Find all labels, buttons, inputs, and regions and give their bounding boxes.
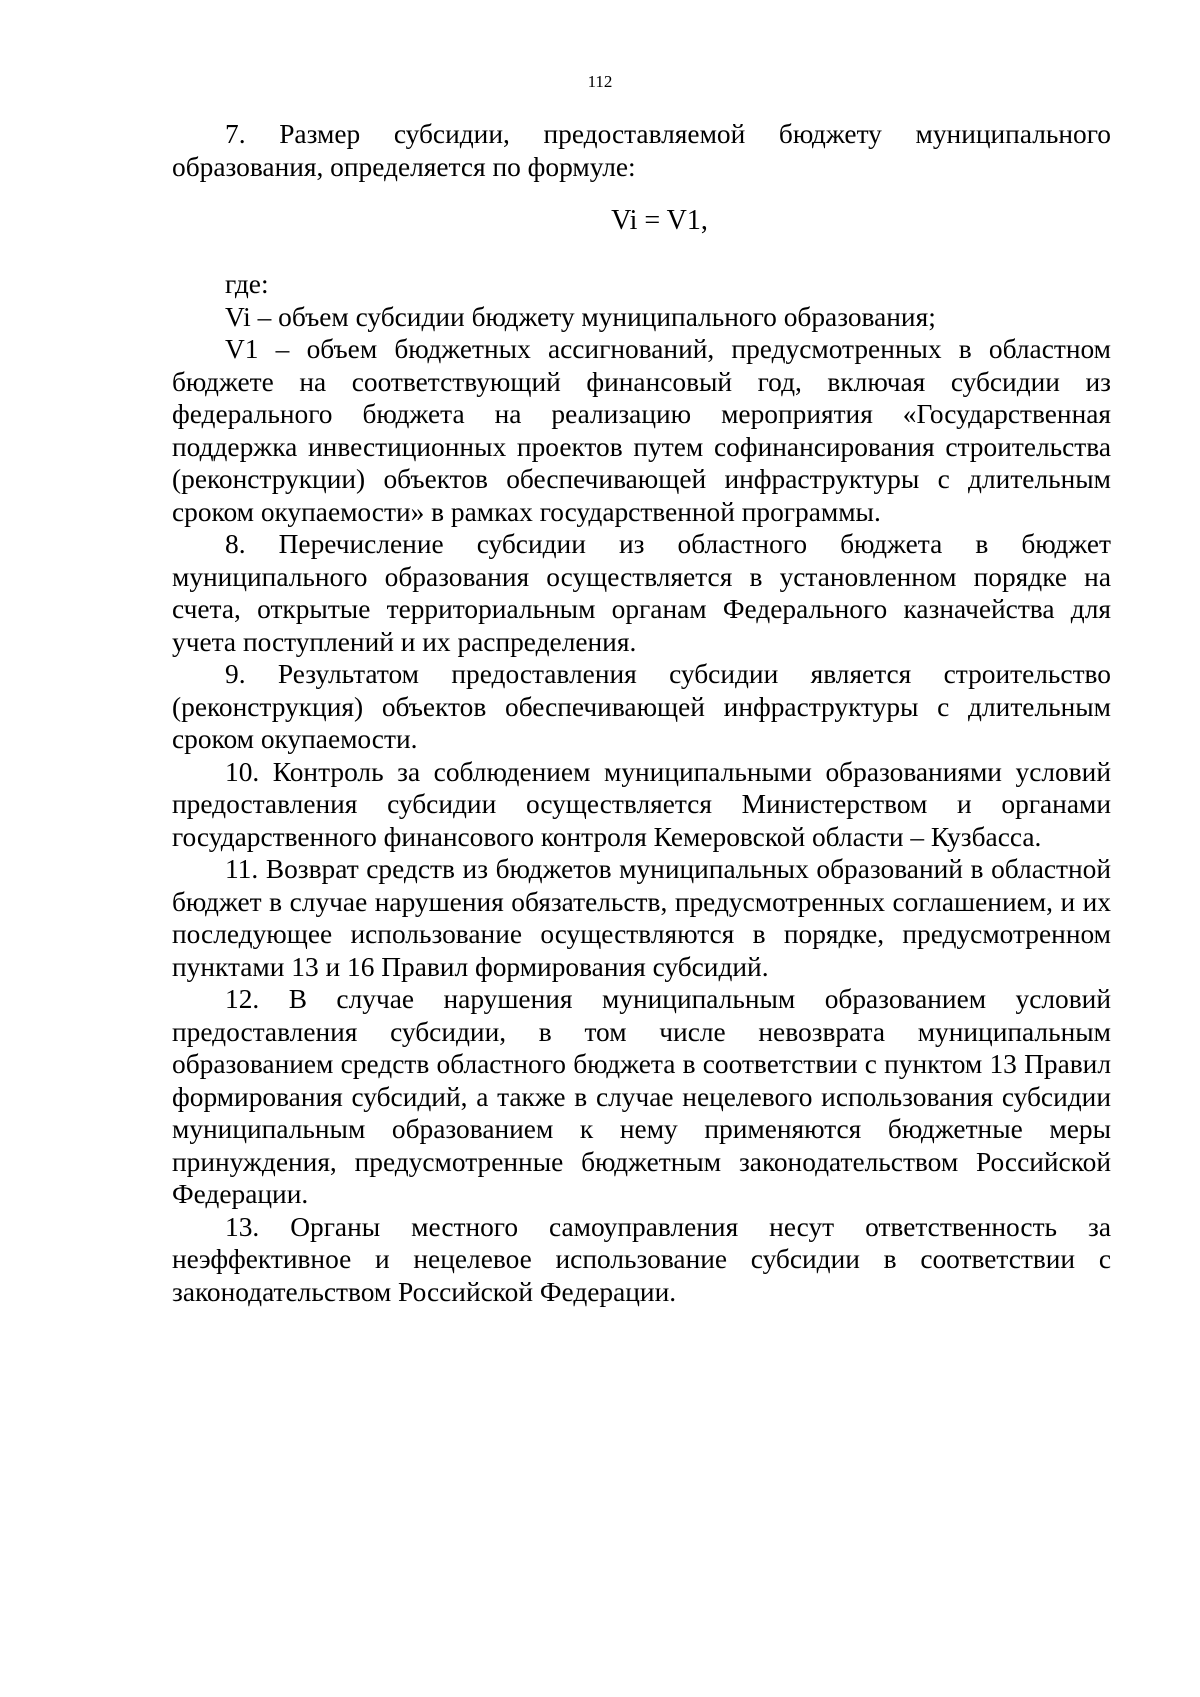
- paragraph-7: 7. Размер субсидии, предоставляемой бюджету муниципального образования, определяется по формуле:: [172, 119, 1111, 182]
- vi-definition: Vi – объем субсидии бюджету муниципального образования;: [225, 301, 936, 332]
- page-number: 112: [587, 72, 613, 91]
- document-body: [172, 118, 1111, 1308]
- paragraph-12: 12. В случае нарушения муниципальным образованием условий предоставления субсидии, в том числе невозврата муниципальным образованием средств областного бюджета в соответствии с пунктом 13 Правил формирования субсидий, а также в случае нецелевого использования субсидии муниципальным образованием к нему применяются бюджетные меры принуждения, предусмотренные бюджетным законодательством Российской Федерации.: [172, 984, 1111, 1209]
- paragraph-9: 9. Результатом предоставления субсидии является строительство (реконструкция) объектов обеспечивающей инфраструктуры с длительным сроком окупаемости.: [172, 659, 1111, 754]
- formula: Vi = V1,: [611, 205, 708, 236]
- where-label: где:: [225, 269, 269, 299]
- paragraph-8: 8. Перечисление субсидии из областного бюджета в бюджет муниципального образования осуществляется в установленном порядке на счета, открытые территориальным органам Федерального казначейства для учета поступлений и их распределения.: [172, 529, 1111, 657]
- paragraph-10: 10. Контроль за соблюдением муниципальными образованиями условий предоставления субсидии осуществляется Министерством и органами государственного финансового контроля Кемеровской области – Кузбасса.: [172, 756, 1111, 852]
- paragraph-11: 11. Возврат средств из бюджетов муниципальных образований в областной бюджет в случае нарушения обязательств, предусмотренных соглашением, и их последующее использование осуществляются в порядке, предусмотренном пунктами 13 и 16 Правил формирования субсидий.: [172, 854, 1111, 982]
- v1-definition: V1 – объем бюджетных ассигнований, предусмотренных в областном бюджете на соответствующий финансовый год, включая субсидии из федерального бюджета на реализацию мероприятия «Государственная поддержка инвестиционных проектов путем софинансирования строительства (реконструкции) объектов обеспечивающей инфраструктуры с длительным сроком окупаемости» в рамках государственной программы.: [172, 334, 1111, 527]
- paragraph-13: 13. Органы местного самоуправления несут ответственность за неэффективное и нецелевое использование субсидии в соответствии с законодательством Российской Федерации.: [172, 1211, 1111, 1307]
